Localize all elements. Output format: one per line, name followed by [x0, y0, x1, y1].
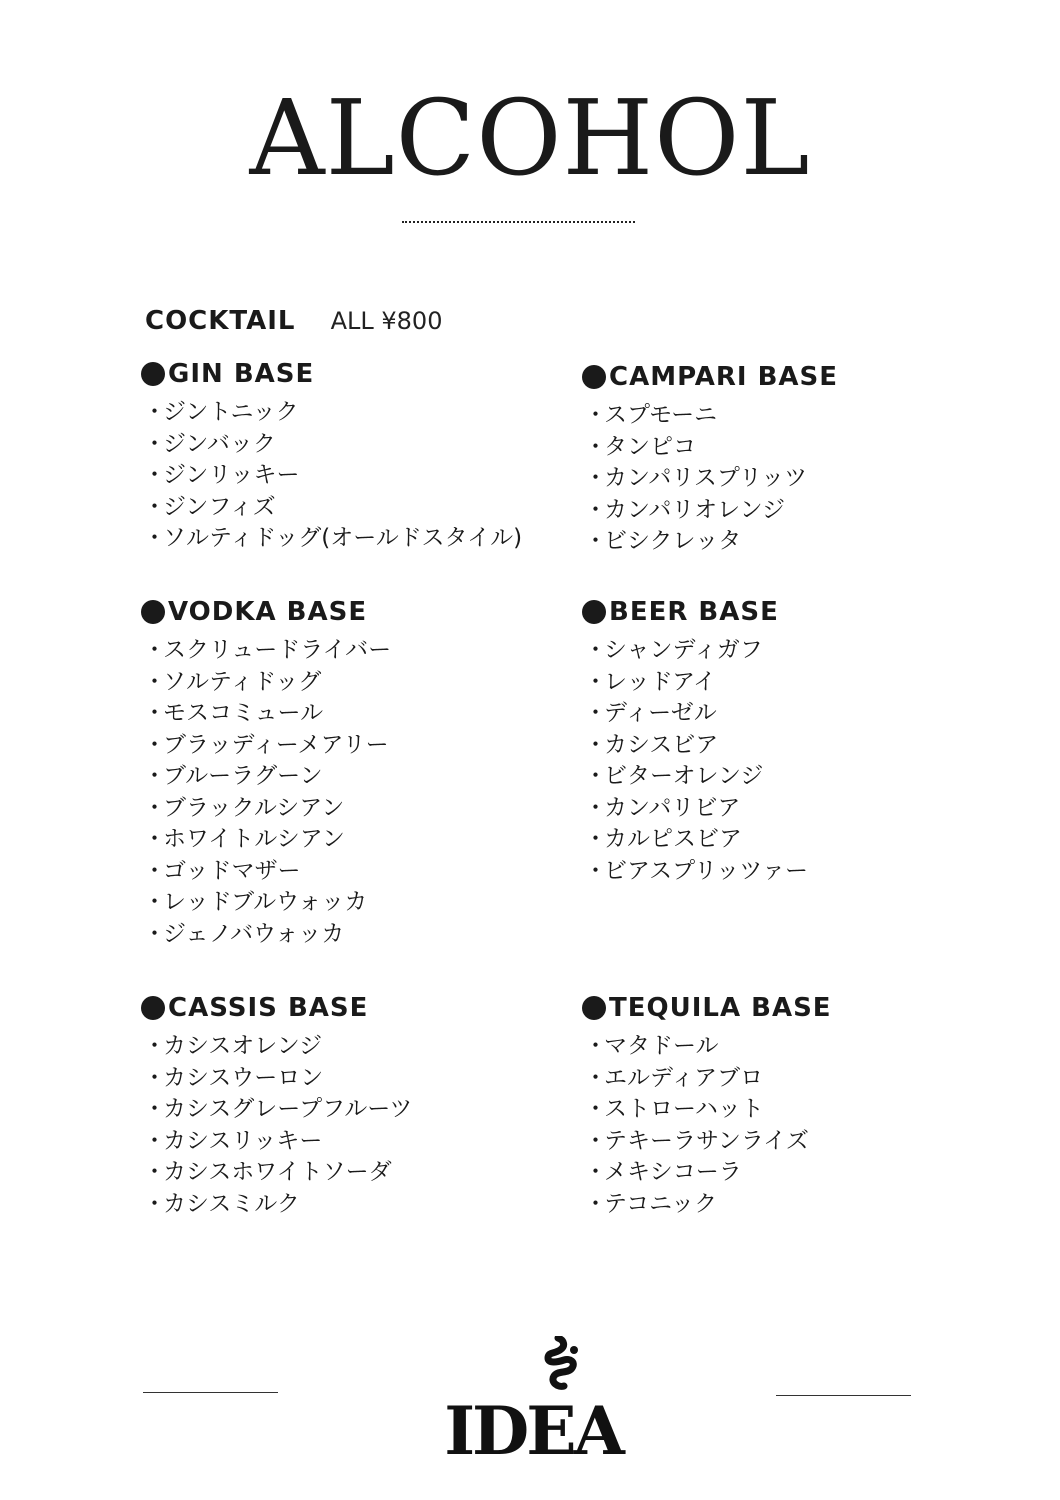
- page-title: ALCOHOL: [249, 77, 811, 199]
- bullet-mark: ・: [143, 1064, 166, 1091]
- item-list: [141, 1028, 412, 1217]
- item-label: ビシクレッタ: [604, 528, 742, 555]
- item-label: メキシコーラ: [604, 1159, 742, 1186]
- item-label: ホワイトルシアン: [163, 826, 345, 853]
- item-label: ジェノバウォッカ: [163, 920, 345, 947]
- bullet-mark: ・: [584, 763, 607, 790]
- bullet-dot-icon: [582, 996, 606, 1020]
- list-item: [141, 727, 391, 759]
- list-item: [582, 1123, 832, 1155]
- item-label: カシスリッキー: [163, 1127, 323, 1154]
- item-label: スプモーニ: [604, 402, 718, 429]
- list-item: [582, 1154, 832, 1186]
- item-label: カンパリスプリッツ: [604, 465, 808, 492]
- item-list: [582, 397, 838, 555]
- bullet-mark: ・: [143, 857, 166, 884]
- item-label: カシスホワイトソーダ: [163, 1159, 392, 1186]
- list-item: [582, 632, 808, 664]
- list-item: [141, 1186, 412, 1218]
- item-list: [141, 632, 391, 947]
- item-label: カシスミルク: [163, 1190, 300, 1217]
- item-label: ブラックルシアン: [163, 794, 345, 821]
- bullet-mark: ・: [584, 700, 607, 727]
- item-label: ブラッディーメアリー: [163, 731, 389, 758]
- section-vodka-base: [141, 595, 391, 947]
- list-item: [582, 492, 838, 524]
- bullet-dot-icon: [582, 600, 606, 624]
- section-title: CAMPARI BASE: [609, 362, 839, 392]
- list-item: [582, 853, 808, 885]
- item-label: カシスグレープフルーツ: [163, 1096, 413, 1123]
- list-item: [582, 429, 838, 461]
- list-item: [582, 790, 808, 822]
- bullet-mark: ・: [584, 1159, 607, 1186]
- item-label: ストローハット: [604, 1096, 764, 1123]
- list-item: [141, 1091, 412, 1123]
- bullet-mark: ・: [584, 1127, 607, 1154]
- item-label: カルピスビア: [604, 826, 742, 853]
- bullet-mark: ・: [584, 402, 607, 429]
- footer-line-right: [776, 1395, 911, 1396]
- bullet-mark: ・: [584, 857, 607, 884]
- bullet-mark: ・: [143, 731, 166, 758]
- list-item: [141, 1028, 412, 1060]
- list-item: [141, 853, 391, 885]
- item-label: シャンディガフ: [604, 637, 763, 664]
- list-item: [141, 394, 522, 426]
- bullet-mark: ・: [143, 763, 166, 790]
- list-item: [582, 758, 808, 790]
- bullet-mark: ・: [584, 794, 607, 821]
- item-label: ビアスプリッツァー: [604, 857, 809, 884]
- list-item: [582, 1060, 832, 1092]
- bullet-mark: ・: [143, 1033, 166, 1060]
- list-item: [141, 520, 522, 552]
- item-label: カンパリビア: [604, 794, 741, 821]
- list-item: [141, 489, 522, 521]
- bullet-mark: ・: [143, 826, 166, 853]
- bullet-mark: ・: [584, 826, 607, 853]
- bullet-mark: ・: [584, 637, 607, 664]
- item-label: テキーラサンライズ: [604, 1127, 809, 1154]
- item-label: ディーゼル: [604, 700, 717, 727]
- bullet-mark: ・: [584, 731, 607, 758]
- list-item: [141, 884, 391, 916]
- title-divider: [402, 221, 635, 223]
- list-item: [582, 821, 808, 853]
- section-title: CASSIS BASE: [168, 993, 369, 1023]
- item-label: スクリュードライバー: [163, 637, 392, 664]
- bullet-mark: ・: [143, 1159, 166, 1186]
- logo-flourish-icon: [534, 1336, 588, 1400]
- item-label: ジンバック: [163, 430, 276, 457]
- list-item: [141, 664, 391, 696]
- bullet-mark: ・: [584, 1033, 607, 1060]
- bullet-mark: ・: [584, 668, 607, 695]
- list-item: [141, 758, 391, 790]
- item-label: テコニック: [604, 1190, 718, 1217]
- section-title: VODKA BASE: [168, 597, 368, 627]
- item-label: カシスオレンジ: [163, 1033, 323, 1060]
- list-item: [582, 664, 808, 696]
- bullet-mark: ・: [143, 794, 166, 821]
- list-item: [141, 790, 391, 822]
- item-label: ジントニック: [163, 399, 299, 426]
- bullet-mark: ・: [143, 700, 166, 727]
- bullet-mark: ・: [143, 1190, 166, 1217]
- item-label: ソルティドッグ: [163, 668, 322, 695]
- bullet-mark: ・: [584, 1190, 607, 1217]
- section-beer-base: [582, 595, 808, 884]
- list-item: [141, 1060, 412, 1092]
- bullet-mark: ・: [143, 637, 166, 664]
- list-item: [141, 1123, 412, 1155]
- item-list: [582, 1028, 832, 1217]
- bullet-dot-icon: [141, 996, 165, 1020]
- item-label: ゴッドマザー: [163, 857, 301, 884]
- bullet-mark: ・: [143, 399, 166, 426]
- bullet-mark: ・: [584, 528, 607, 555]
- bullet-mark: ・: [143, 1127, 166, 1154]
- bullet-mark: ・: [584, 1064, 607, 1091]
- footer-line-left: [143, 1392, 278, 1393]
- item-label: レッドアイ: [604, 668, 717, 695]
- cocktail-price: ALL ¥800: [330, 307, 443, 335]
- section-title: BEER BASE: [609, 597, 779, 627]
- bullet-dot-icon: [141, 600, 165, 624]
- list-item: [582, 727, 808, 759]
- bullet-mark: ・: [143, 430, 166, 457]
- logo-text: IDEA: [444, 1392, 622, 1470]
- section-title: TEQUILA BASE: [609, 993, 832, 1023]
- bullet-mark: ・: [584, 1096, 607, 1123]
- bullet-mark: ・: [143, 462, 166, 489]
- item-label: カンパリオレンジ: [604, 496, 786, 523]
- item-label: モスコミュール: [163, 700, 324, 727]
- list-item: [582, 1186, 832, 1218]
- section-cassis-base: [141, 991, 412, 1217]
- list-item: [141, 426, 522, 458]
- item-label: ジンフィズ: [163, 493, 276, 520]
- list-item: [582, 460, 838, 492]
- list-item: [141, 457, 522, 489]
- section-campari-base: [582, 360, 838, 555]
- list-item: [141, 916, 391, 948]
- bullet-dot-icon: [141, 362, 165, 386]
- item-label: タンピコ: [604, 433, 696, 460]
- bullet-mark: ・: [143, 1096, 166, 1123]
- item-label: ソルティドッグ(オールドスタイル): [163, 525, 523, 552]
- list-item: [141, 695, 391, 727]
- list-item: [582, 1028, 832, 1060]
- item-label: マタドール: [604, 1033, 719, 1060]
- item-label: レッドブルウォッカ: [163, 889, 368, 916]
- bullet-mark: ・: [584, 465, 607, 492]
- bullet-mark: ・: [584, 433, 607, 460]
- list-item: [141, 1154, 412, 1186]
- bullet-mark: ・: [143, 920, 166, 947]
- bullet-mark: ・: [143, 493, 166, 520]
- item-label: ブルーラグーン: [163, 763, 323, 790]
- cocktail-label: COCKTAIL: [145, 306, 296, 336]
- item-list: [141, 394, 522, 552]
- idea-logo: [438, 1336, 628, 1470]
- list-item: [141, 632, 391, 664]
- item-label: カシスウーロン: [163, 1064, 324, 1091]
- item-label: ジンリッキー: [163, 462, 300, 489]
- bullet-dot-icon: [582, 365, 606, 389]
- item-list: [582, 632, 808, 884]
- item-label: カシスビア: [604, 731, 719, 758]
- bullet-mark: ・: [584, 496, 607, 523]
- cocktail-subheading: [145, 306, 442, 336]
- list-item: [582, 1091, 832, 1123]
- section-gin-base: [141, 357, 522, 552]
- list-item: [582, 695, 808, 727]
- item-label: ビターオレンジ: [604, 763, 764, 790]
- list-item: [582, 397, 838, 429]
- list-item: [582, 523, 838, 555]
- list-item: [141, 821, 391, 853]
- bullet-mark: ・: [143, 525, 166, 552]
- bullet-mark: ・: [143, 668, 166, 695]
- bullet-mark: ・: [143, 889, 166, 916]
- section-tequila-base: [582, 991, 832, 1217]
- item-label: エルディアブロ: [604, 1064, 764, 1091]
- section-title: GIN BASE: [168, 359, 315, 389]
